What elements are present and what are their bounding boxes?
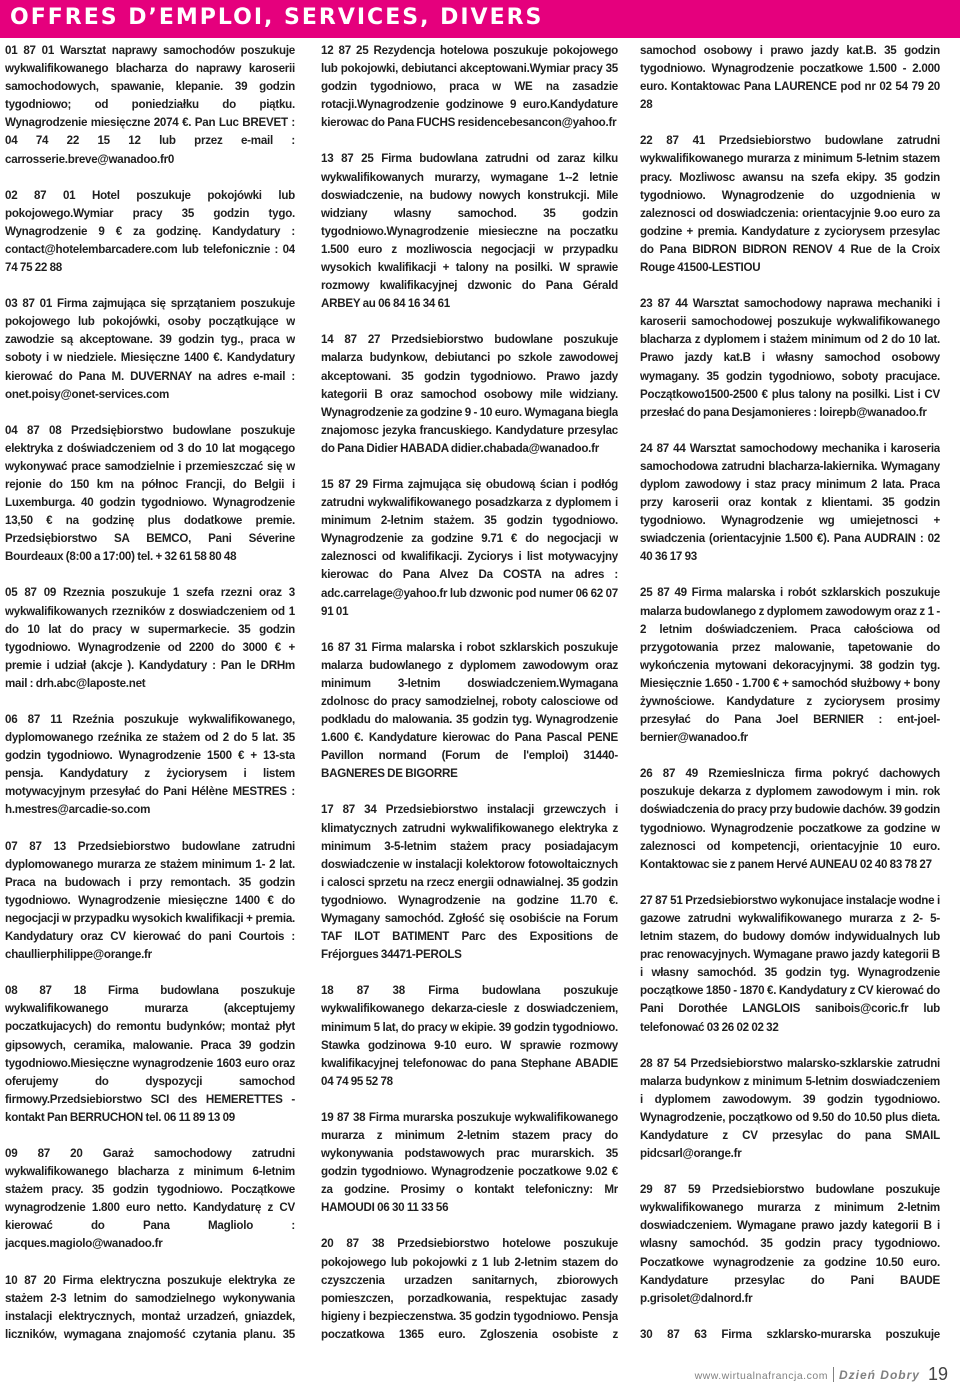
job-ad: 12 87 25 Rezydencja hotelowa poszukuje pokojowego lub pokojowki, debiutanci akceptowani.Wymiar pracy 35 godzin tygodniowo, praca w WE na zasadzie rotacji.Wynagrodzenie godzinowe 9 euro.Kandydature kierowac do Pana FUCHS residencebesancon@yahoo.fr bbox=[321, 44, 618, 130]
job-ad: 20 87 38 Przedsiebiorstwo hotelowe poszukuje pokojowego lub pokojowki z 1 lub 2-letnim stazem do czyszczenia urzadzen sanitarnych, zbiorowych pomieszczen, porzadkowania, respektujac zasady higieny i bezpieczenstwa. 35 godzin tygodniowo. Pensja poczatkowa 1365 euro. Zgloszenia osobiste z bbox=[321, 1237, 618, 1341]
job-ad: 06 87 11 Rzeźnia poszukuje wykwalifikowanego, dyplomowanego rzeźnika ze stażem od 2 do 5 lat. 35 godzin tygodniowo. Wynagrodzenie 1500 € + 13-sta pensja. Kandydatury z życiorysem i listem motywacyjnym przesyłać do Pani Hélène MESTRES : h.mestres@arcadie-so.com bbox=[5, 713, 295, 817]
job-ad: 02 87 01 Hotel poszukuje pokojówki lub pokojowego.Wymiar pracy 35 godzin tygo. Wynagrodzenie 9 € za godzinę. Kandydatury : contact@hotelembarcadere.com lub telefonicznie : 04 74 75 22 88 bbox=[5, 188, 295, 275]
website-url[interactable]: www.wirtualnafrancja.com bbox=[694, 1370, 828, 1382]
section-banner bbox=[0, 0, 960, 38]
job-ad: 04 87 08 Przedsiębiorstwo budowlane poszukuje elektryka z doświadczeniem od 3 do 10 lat mogącego wykonywać prace samodzielnie i przemieszczać się w rejonie do 150 km na północ Francji, do Belgii i Luxemburga. 40 godzin tygodniowo. Wynagrodzenie 13,50 € na godzinę plus dodatkowe premie. Przedsiębiorstwo SA BEMCO, Pani Séverine Bourdeaux (8:00 a 17:00) tel. + 32 61 58 80 48 bbox=[5, 423, 295, 564]
job-ad: 28 87 54 Przedsiebiorstwo malarsko-szklarskie zatrudni malarza budynkow z minimum 5-letnim doswiadczeniem i dyplomem zawodowym. 39 godzin tygodniowo. Wynagrodzenie, początkowo od 9.50 do 10.50 plus dieta. Kandydature z CV przesylac do pana SMAIL pidcsarl@orange.fr bbox=[640, 1056, 940, 1161]
job-ad: 27 87 51 Przedsiebiorstwo wykonujace instalacje wodne i gazowe zatrudni wykwalifikowanego murarza z 2- 5-letnim stazem, do budowy domów indywidualnych lub prac renowacyjnych. Wymagane prawo jazdy kategorii B i własny samochód. 35 godzin tyg. Wynagrodzenie początkowe 1850 - 1870 €. Kandydatury z CV kierować do Pani Dorothée LANGLOIS sanibois@coric.fr lub telefonować 03 26 02 02 32 bbox=[640, 893, 940, 1034]
job-ad: 19 87 38 Firma murarska poszukuje wykwalifikowanego murarza z minimum 2-letnim stazem pracy do wykonywania podstawowych prac murarskich. 35 godzin tygodniowo. Wynagrodzenie poczatkowe 9.02 € za godzine. Prosimy o kontakt telefoniczny: Mr HAMOUDI 06 30 11 33 56 bbox=[321, 1110, 618, 1215]
job-ad: 09 87 20 Garaż samochodowy zatrudni wykwalifikowanego blacharza z minimum 6-letnim stażem pracy. 35 godzin tygodniowo. Początkowe wynagrodzenie 1.800 euro netto. Kandydaturę z CV kierować do Pana Magliolo : jacques.magiolo@wanadoo.fr bbox=[5, 1146, 295, 1251]
page-footer bbox=[695, 1364, 948, 1385]
job-ad: 16 87 31 Firma malarska i robot szklarskich poszukuje malarza budowlanego z dyplomem zawodowym oraz minimum 3-letnim doswiadczeniem.Wymagana zdolnosc do pracy samodzielnej, roboty calosciowe od podkladu do malowania. 35 godzin tyg. Wynagrodzenie 1.600 €. Kandydature kierowac do Pana Pascal PENE Pavillon normand (Forum de l'emploi) 31440-BAGNERES DE BIGORRE bbox=[321, 640, 618, 781]
job-ad: samochod osobowy i prawo jazdy kat.B. 35 godzin tygodniowo. Wynagrodzenie poczatkowe 1.500 - 2.000 euro. Kontaktowac Pana LAURENCE pod nr 02 54 79 20 28 bbox=[640, 44, 940, 112]
ads-column-3 bbox=[640, 42, 940, 1347]
magazine-name: Dzień Dobry bbox=[838, 1368, 920, 1382]
ads-column-1 bbox=[5, 42, 295, 1347]
job-ad: 03 87 01 Firma zajmująca się sprzątaniem poszukuje pokojowego lub pokojówki, osoby początkujące w zawodzie są akceptowane. 39 godzin tyg., praca w soboty i w niedziele. Miesięczne 1400 €. Kandydatury kierować do Pana M. DUVERNAY na adres e-mail : onet.poisy@onet-services.com bbox=[5, 297, 295, 401]
job-ad: 13 87 25 Firma budowlana zatrudni od zaraz kilku wykwalifikowanych murarzy, wymagane 1--2 letnie doswiadczenie, na budowy nowych konstrukcji. Mile widziany wlasny samochod. 35 godzin tygodniowo.Wynagrodzenie miesieczne na poczatku 1.500 euro z mozliwoscia negocjacji w przypadku wysokich kwalifikacji + talony na posilki. W sprawie rozmowy kwalifikacyjnej dzwonic do Pana Gérald ARBEY au 06 84 16 34 61 bbox=[321, 152, 618, 311]
job-ad: 30 87 63 Firma szklarsko-murarska poszukuje bbox=[640, 1327, 940, 1341]
job-ad: 08 87 18 Firma budowlana poszukuje wykwalifikowanego murarza (akceptujemy poczatkujacych) do remontu budynków; montaż płyt gipsowych, ceramika, malowanie. Praca 39 godzin tygodniowo.Miesięczne wynagrodzenie 1603 euro oraz oferujemy do dyspozycji samochod firmowy.Przedsiebiorstwo SCI des HEMERETTES - kontakt Pan BERRUCHON tel. 06 11 89 13 09 bbox=[5, 984, 295, 1124]
job-ad: 14 87 27 Przedsiebiorstwo budowlane poszukuje malarza budynkow, debiutanci po szkole zawodowej akceptowani. 35 godzin tygodniowo. Prawo jazdy kategorii B oraz samochod osobowy mile widziany. Wynagrodzenie za godzine 9 - 10 euro. Wymagana biegla znajomosc jezyka francuskiego. Kandydature przesylac do Pana Didier HABADA didier.chabada@wanadoo.fr bbox=[321, 333, 618, 455]
job-ad: 10 87 20 Firma elektryczna poszukuje elektryka ze stażem 2-3 letnim do samodzielnego wykonywania instalacji elektrycznych, montaż urzadzeń, gniazdek, liczników, wymagana znajomość czytania planu. 35 bbox=[5, 1273, 295, 1341]
page-title: OFFRES D’EMPLOI, SERVICES, DIVERS bbox=[10, 5, 544, 30]
job-ad: 24 87 44 Warsztat samochodowy mechanika i karoseria samochodowa zatrudni blacharza-lakiernika. Wymagany dyplom zawodowy i staz pracy minimum 2 lata. Praca przy karoserii oraz kontak z klientami. 35 godzin tygodniowo. Wynagrodzenie wg umiejetnosci + swiadczenia (orientacyjnie 1.500 €). Pana AUDRAIN : 02 40 36 17 93 bbox=[640, 441, 940, 564]
job-ad: 17 87 34 Przedsiebiorstwo instalacji grzewczych i klimatycznych zatrudni wykwalifikowanego elektryka z minimum 3-5-letnim stażem pracy posiadajacym doswiadczenie w instalacji kolektorow fotowoltaicznych i calosci sprzetu na rzecz energii odnawialnej. 35 godzin tygodniowo. Wynagrodzenie na godzine 11.70 €. Wymagany samochód. Zgłość się osobiście na Forum TAF ILOT BATIMENT Parc des Expositions de Fréjorgues 34471-PEROLS bbox=[321, 803, 618, 962]
job-ad: 25 87 49 Firma malarska i robót szklarskich poszukuje malarza budowlanego z dyplomem zawodowym oraz z 1 - 2 letnim doświadczeniem. Praca całościowa od przygotowania przez malowanie, tapetowanie do wykończenia mytowani dekoracyjnymi. 38 godzin tyg. Miesięcznie 1.650 - 1.700 € + samochód służbowy + bony żywnościowe. Kandydature z zyciorysem prosimy przesyłać do Pana Joel BERNIER : ent-joel-bernier@wanadoo.fr bbox=[640, 586, 940, 745]
job-ad: 01 87 01 Warsztat naprawy samochodów poszukuje wykwalifikowanego blacharza do naprawy karoserii samochodowych, spawanie, klepanie. 39 godzin tygodniowo; od poniedziałku do piątku. Wynagrodzenie miesięczne 2074 €. Pan Luc BREVET : 04 74 22 15 12 lub przez e-mail : carrosserie.breve@wanadoo.fr0 bbox=[5, 44, 295, 166]
footer-divider bbox=[833, 1367, 834, 1382]
job-ad: 26 87 49 Rzemieslnicza firma pokryć dachowych poszukuje dekarza z dyplomem zawodowym i min. rok doświadczenia do pracy przy budowie dachów. 39 godzin tygodniowo. Wynagrodzenie poczatkowe za godzine w zaleznosci od kompetencji, orientacyjnie 10 euro. Kontaktowac sie z panem Hervé AUNEAU 02 40 83 78 27 bbox=[640, 767, 940, 871]
job-ad: 05 87 09 Rzeznia poszukuje 1 szefa rzezni oraz 3 wykwalifikowanych rzezników z doswiadczeniem od 1 do 10 lat do pracy w supermarkecie. 35 godzin tygodniowo. Wynagrodzenie od 2200 do 3000 € + premie i udział (akcje ). Kandydatury : Pan le DRHm mail : drh.abc@laposte.net bbox=[5, 586, 295, 690]
job-ad: 18 87 38 Firma budowlana poszukuje wykwalifikowanego dekarza-ciesle z doswiadczeniem, minimum 5 lat, do pracy w ekipie. 39 godzin tygodniowo. Stawka godzinowa 9-10 euro. W sprawie rozmowy kwalifikacyjnej telefonowac do pana Stephane ABADIE 04 74 95 52 78 bbox=[321, 984, 618, 1088]
ads-column-2 bbox=[321, 42, 618, 1347]
job-ad: 15 87 29 Firma zajmująca się obudową ścian i podłóg zatrudni wykwalifikowanego posadzkarza z dyplomem i minimum 2-letnim stażem. 35 godzin tygodniowo. Wynagrodzenie za godzine 9.71 € do negocjacji w zaleznosci od kwalifikacji. Zyciorys i list motywacyjny kierowac do Pana Alvez Da COSTA na adres : adc.carrelage@yahoo.fr lub dzwonic pod numer 06 62 07 91 01 bbox=[321, 477, 618, 618]
job-ad: 07 87 13 Przedsiebiorstwo budowlane zatrudni dyplomowanego murarza ze stażem minimum 1- 2 lat. Praca na budowach i przy remontach. 35 godzin tygodniowo. Wynagrodzenie miesięczne 1400 € do negocjacji w przypadku wysokich kwalifikacji + premia. Kandydatury oraz CV kierować do pani Courtois : chaullierphilippe@orange.fr bbox=[5, 839, 295, 962]
job-ad: 23 87 44 Warsztat samochodowy naprawa mechaniki i karoserii samochodowej poszukuje wykwalifikowanego blacharza z dyplomem i stażem minimum od 2 do 10 lat. Prawo jazdy kat.B i własny samochod osobowy wymagany. 35 godzin tygodniowo, soboty pracujace. Początkowo1500-2500 € plus talony na posilki. List i CV przesłać do pana Desjamonieres : loirepb@wanadoo.fr bbox=[640, 297, 940, 419]
job-ad: 22 87 41 Przedsiebiorstwo budowlane zatrudni wykwalifikowanego murarza z minimum 5-letnim stazem pracy. Mozliwosc awansu na szefa ekipy. 35 godzin tygodniowo. Wynagrodzenie do uzgodnienia w zaleznosci od doswiadczenia: orientacyjnie 9.oo euro za godzine + premia. Kandydature z zyciorysem przesylac do Pana BIDRON BIDRON RENOV 4 Rue de la Croix Rouge 41500-LESTIOU bbox=[640, 134, 940, 275]
job-ad: 29 87 59 Przedsiebiorstwo budowlane poszukuje wykwalifikowanego murarza z minimum 2-letnim doswiadczeniem. Wymagane prawo jazdy kategorii B i wlasny samochód. 35 godzin pracy tygodniowo. Poczatkowe wynagrodzenie za godzine 10.50 euro. Kandydature przesylac do Pani BAUDE p.grisolet@dalnord.fr bbox=[640, 1183, 940, 1305]
page-number: 19 bbox=[927, 1364, 948, 1384]
